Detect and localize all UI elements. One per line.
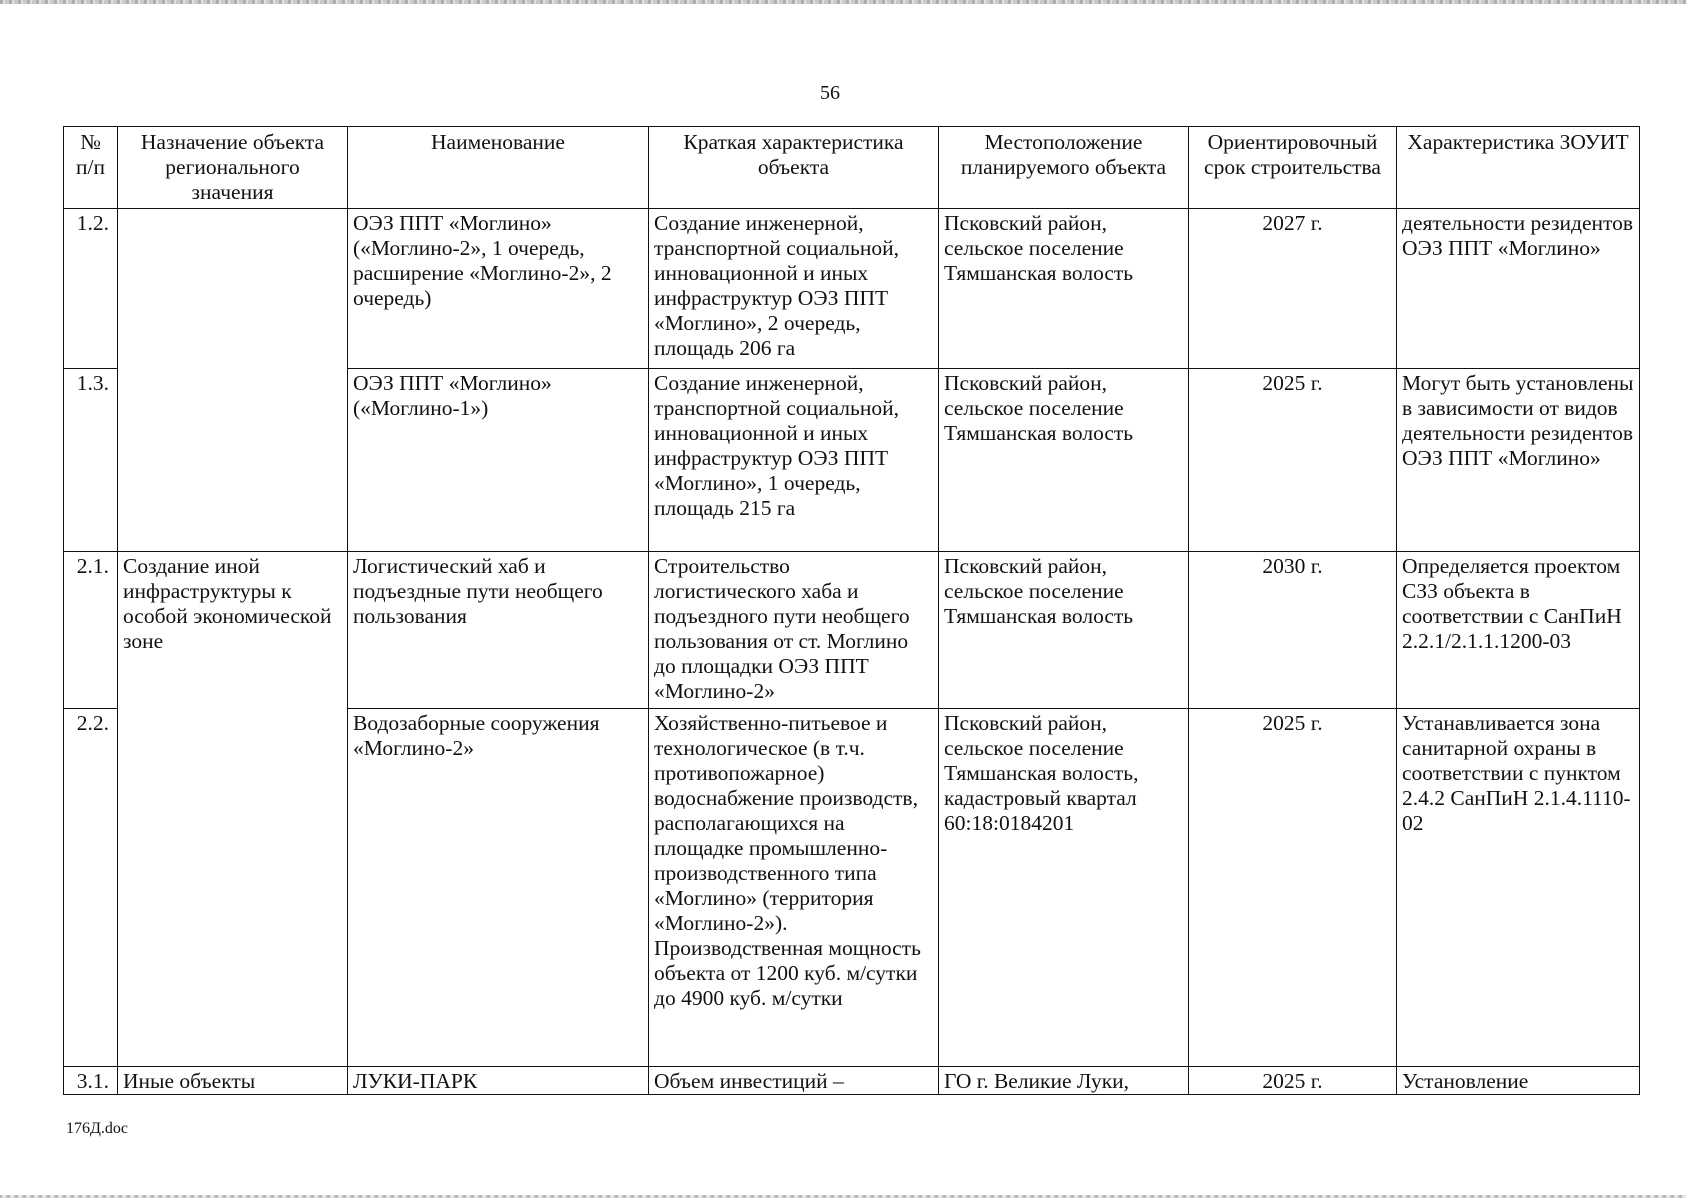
cell-zouit: Могут быть установлены в зависимости от видов деятельности резидентов ОЭЗ ППТ «Моглино» [1397, 369, 1640, 552]
cell-description: Создание инженерной, транспортной социальной, инновационной и иных инфраструктур ОЭЗ ППТ «Моглино», 2 очередь, площадь 206 га [649, 209, 939, 369]
cell-purpose: Иные объекты [118, 1067, 348, 1095]
cell-zouit: Определяется проектом СЗЗ объекта в соответствии с СанПиН 2.2.1/2.1.1.1200-03 [1397, 552, 1640, 709]
cell-name: ОЭЗ ППТ «Моглино» («Моглино-2», 1 очередь, расширение «Моглино-2», 2 очередь) [348, 209, 649, 369]
cell-purpose [118, 369, 348, 552]
cell-term: 2025 г. [1189, 1067, 1397, 1095]
objects-table [63, 126, 1640, 1095]
header-name: Наименование [348, 127, 649, 209]
page-number: 56 [820, 82, 840, 104]
cell-purpose [118, 209, 348, 369]
table-row [64, 552, 1640, 709]
cell-term: 2025 г. [1189, 709, 1397, 1067]
cell-num: 3.1. [64, 1067, 118, 1095]
header-description: Краткая характеристика объекта [649, 127, 939, 209]
cell-location: ГО г. Великие Луки, [939, 1067, 1189, 1095]
cell-name: ОЭЗ ППТ «Моглино» («Моглино-1») [348, 369, 649, 552]
cell-zouit: деятельности резидентов ОЭЗ ППТ «Моглино» [1397, 209, 1640, 369]
header-zouit: Характеристика ЗОУИТ [1397, 127, 1640, 209]
cell-term: 2025 г. [1189, 369, 1397, 552]
cell-zouit: Установление [1397, 1067, 1640, 1095]
cell-name: Водозаборные сооружения «Моглино-2» [348, 709, 649, 1067]
table-header-row [64, 127, 1640, 209]
cell-description: Строительство логистического хаба и подъездного пути необщего пользования от ст. Моглино до площадки ОЭЗ ППТ «Моглино-2» [649, 552, 939, 709]
cell-num: 2.2. [64, 709, 118, 1067]
cell-description: Объем инвестиций – [649, 1067, 939, 1095]
cell-location: Псковский район, сельское поселение Тямшанская волость [939, 209, 1189, 369]
cell-description: Создание инженерной, транспортной социальной, инновационной и иных инфраструктур ОЭЗ ППТ «Моглино», 1 очередь, площадь 215 га [649, 369, 939, 552]
cell-num: 1.2. [64, 209, 118, 369]
cell-location: Псковский район, сельское поселение Тямшанская волость [939, 369, 1189, 552]
cell-term: 2027 г. [1189, 209, 1397, 369]
header-purpose: Назначение объекта регионального значения [118, 127, 348, 209]
table-row [64, 1067, 1640, 1095]
header-location: Местоположение планируемого объекта [939, 127, 1189, 209]
table-row [64, 209, 1640, 369]
cell-location: Псковский район, сельское поселение Тямшанская волость, кадастровый квартал 60:18:0184201 [939, 709, 1189, 1067]
table-row [64, 709, 1640, 1067]
cell-purpose: Создание иной инфраструктуры к особой экономической зоне [118, 552, 348, 709]
cell-name: Логистический хаб и подъездные пути необщего пользования [348, 552, 649, 709]
scan-edge-bottom [0, 1195, 1686, 1198]
table-row [64, 369, 1640, 552]
cell-description: Хозяйственно-питьевое и технологическое (в т.ч. противопожарное) водоснабжение производств, располагающихся на площадке промышленно-производственного типа «Моглино» (территория «Моглино-2»). Производственная мощность объекта от 1200 куб. м/сутки до 4900 куб. м/сутки [649, 709, 939, 1067]
cell-term: 2030 г. [1189, 552, 1397, 709]
cell-num: 2.1. [64, 552, 118, 709]
cell-location: Псковский район, сельское поселение Тямшанская волость [939, 552, 1189, 709]
cell-num: 1.3. [64, 369, 118, 552]
header-term: Ориентировочный срок строительства [1189, 127, 1397, 209]
cell-name: ЛУКИ-ПАРК [348, 1067, 649, 1095]
cell-purpose [118, 709, 348, 1067]
footer-filename: 176Д.doc [66, 1120, 129, 1137]
cell-zouit: Устанавливается зона санитарной охраны в соответствии с пунктом 2.4.2 СанПиН 2.1.4.1110-02 [1397, 709, 1640, 1067]
header-num: № п/п [64, 127, 118, 209]
scan-edge-top [0, 0, 1686, 4]
